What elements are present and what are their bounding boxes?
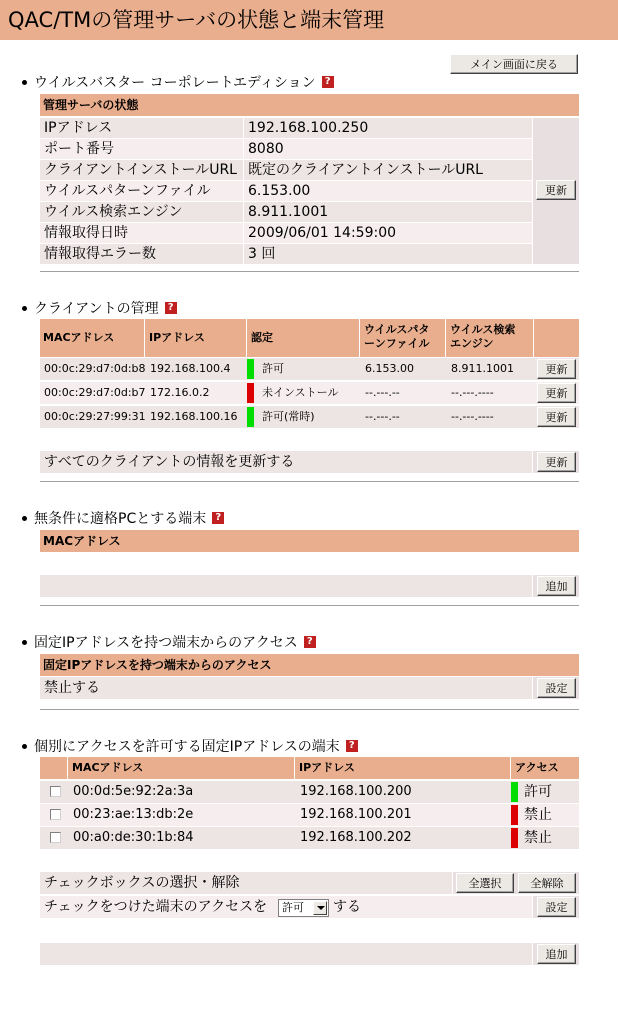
client-engine: --.---.---- — [451, 410, 494, 423]
help-icon[interactable]: ? — [165, 302, 177, 314]
permit-input-area — [40, 943, 532, 965]
server-status-header: 管理サーバの状態 — [40, 94, 579, 116]
row-checkbox[interactable] — [50, 809, 61, 820]
server-value-errors: 3 回 — [244, 244, 532, 264]
fixed-ip-value: 禁止する — [40, 677, 532, 699]
permit-access: 禁止 — [524, 830, 552, 846]
divider — [40, 709, 579, 711]
server-value-ip: 192.168.100.250 — [244, 118, 532, 138]
fixed-ip-header: 固定IPアドレスを持つ端末からのアクセス — [40, 654, 579, 676]
client-mac: 00:0c:29:d7:0d:b7 — [44, 386, 146, 399]
status-ok-indicator — [247, 407, 254, 427]
server-value-url: 既定のクライアントインストールURL — [244, 160, 532, 180]
column-divider — [510, 757, 511, 779]
permit-header-access: アクセス — [515, 761, 559, 774]
section-permit-title — [22, 736, 358, 756]
access-ok-indicator — [511, 782, 518, 802]
server-label-ip: IPアドレス — [40, 118, 243, 138]
update-all-button[interactable]: 更新 — [537, 452, 576, 472]
header-line: ウイルスパタ — [364, 323, 430, 336]
server-value-port: 8080 — [244, 139, 532, 159]
status-ng-indicator — [247, 383, 254, 403]
client-ip: 192.168.100.4 — [150, 362, 231, 375]
client-ip: 192.168.100.16 — [150, 410, 238, 423]
chevron-down-icon — [313, 901, 327, 915]
checkbox-toggle-label: チェックボックスの選択・解除 — [40, 872, 452, 894]
permit-access: 許可 — [524, 784, 552, 800]
permit-ip: 192.168.100.202 — [300, 830, 412, 845]
set-access-label: チェックをつけた端末のアクセスを — [44, 899, 268, 915]
column-divider — [533, 319, 534, 357]
server-label-pattern: ウイルスパターンファイル — [40, 181, 243, 201]
section-fixed-ip-title — [22, 632, 316, 652]
divider — [40, 481, 579, 483]
set-access-suffix: する — [333, 899, 361, 915]
bullet-icon — [22, 516, 27, 521]
bullet-icon — [22, 306, 27, 311]
bullet-icon — [22, 744, 27, 749]
permit-add-button[interactable]: 追加 — [537, 944, 576, 964]
set-access-button[interactable]: 設定 — [537, 897, 576, 917]
divider — [40, 271, 579, 273]
column-divider — [246, 319, 247, 357]
permit-ip: 192.168.100.200 — [300, 784, 412, 799]
section-clients-title — [22, 298, 177, 318]
client-update-button[interactable]: 更新 — [537, 359, 576, 379]
section-label: 固定IPアドレスを持つ端末からのアクセス — [34, 635, 298, 651]
access-ng-indicator — [511, 828, 518, 848]
column-divider — [144, 319, 145, 357]
bullet-icon — [22, 640, 27, 645]
header-line: エンジン — [450, 337, 494, 350]
select-all-button[interactable]: 全選択 — [456, 873, 514, 893]
client-pattern: --.---.-- — [365, 410, 400, 423]
client-mac: 00:0c:29:27:99:31 — [44, 410, 146, 423]
permit-ip: 192.168.100.201 — [300, 807, 412, 822]
server-update-button[interactable]: 更新 — [536, 180, 576, 200]
clients-header-mac: MACアドレス — [43, 331, 115, 344]
status-ok-indicator — [247, 359, 254, 379]
client-update-button[interactable]: 更新 — [537, 383, 576, 403]
client-pattern: 6.153.00 — [365, 362, 414, 375]
column-divider — [67, 757, 68, 779]
access-ng-indicator — [511, 805, 518, 825]
permit-header-ip: IPアドレス — [299, 761, 355, 774]
header-line: ウイルス検索 — [450, 323, 516, 336]
client-pattern: --.---.-- — [365, 386, 400, 399]
client-auth: 許可 — [262, 362, 284, 375]
server-value-engine: 8.911.1001 — [244, 202, 532, 222]
page-title: QAC/TMの管理サーバの状態と端末管理 — [0, 0, 618, 40]
client-engine: 8.911.1001 — [451, 362, 514, 375]
update-all-label: すべてのクライアントの情報を更新する — [40, 451, 532, 473]
help-icon[interactable]: ? — [322, 76, 334, 88]
client-ip: 172.16.0.2 — [150, 386, 210, 399]
section-label: 個別にアクセスを許可する固定IPアドレスの端末 — [34, 739, 340, 755]
divider — [40, 605, 579, 607]
permit-access: 禁止 — [524, 807, 552, 823]
section-label: クライアントの管理 — [34, 301, 159, 317]
access-select[interactable] — [278, 899, 329, 917]
help-icon[interactable]: ? — [304, 636, 316, 648]
permit-mac: 00:23:ae:13:db:2e — [73, 807, 194, 822]
section-label: 無条件に適格PCとする端末 — [34, 511, 207, 527]
clients-header-auth: 認定 — [251, 331, 273, 344]
client-engine: --.---.---- — [451, 386, 494, 399]
client-auth: 未インストール — [262, 386, 339, 399]
permit-mac: 00:0d:5e:92:2a:3a — [73, 784, 194, 799]
fixed-ip-setting-button[interactable]: 設定 — [537, 678, 576, 698]
clients-header-pattern — [361, 323, 430, 351]
help-icon[interactable]: ? — [212, 512, 224, 524]
server-value-pattern: 6.153.00 — [244, 181, 532, 201]
column-divider — [445, 319, 446, 357]
row-checkbox[interactable] — [50, 786, 61, 797]
section-label: ウイルスバスター コーポレートエディション — [34, 75, 316, 91]
column-divider — [359, 319, 360, 357]
server-label-url: クライアントインストールURL — [40, 160, 243, 180]
section-unconditional-title — [22, 508, 224, 528]
server-label-datetime: 情報取得日時 — [40, 223, 243, 243]
server-label-port: ポート番号 — [40, 139, 243, 159]
unconditional-input-area — [40, 575, 532, 597]
access-select-value: 許可 — [282, 901, 304, 914]
help-icon[interactable]: ? — [346, 740, 358, 752]
permit-mac: 00:a0:de:30:1b:84 — [73, 830, 194, 845]
column-divider — [294, 757, 295, 779]
server-label-errors: 情報取得エラー数 — [40, 244, 243, 264]
row-checkbox[interactable] — [50, 832, 61, 843]
permit-header-mac: MACアドレス — [72, 761, 144, 774]
client-auth: 許可(常時) — [262, 410, 315, 423]
unconditional-add-button[interactable]: 追加 — [537, 576, 576, 596]
client-mac: 00:0c:29:d7:0d:b8 — [44, 362, 146, 375]
clients-header-engine — [447, 323, 515, 351]
header-line: ーンファイル — [364, 337, 430, 350]
section-virusbuster-title — [22, 72, 334, 92]
client-update-button[interactable]: 更新 — [537, 407, 576, 427]
bullet-icon — [22, 80, 27, 85]
server-value-datetime: 2009/06/01 14:59:00 — [244, 223, 532, 243]
back-to-main-button[interactable]: メイン画面に戻る — [450, 54, 578, 74]
unconditional-header: MACアドレス — [40, 530, 579, 552]
clients-header-ip: IPアドレス — [149, 331, 205, 344]
server-label-engine: ウイルス検索エンジン — [40, 202, 243, 222]
deselect-all-button[interactable]: 全解除 — [518, 873, 576, 893]
